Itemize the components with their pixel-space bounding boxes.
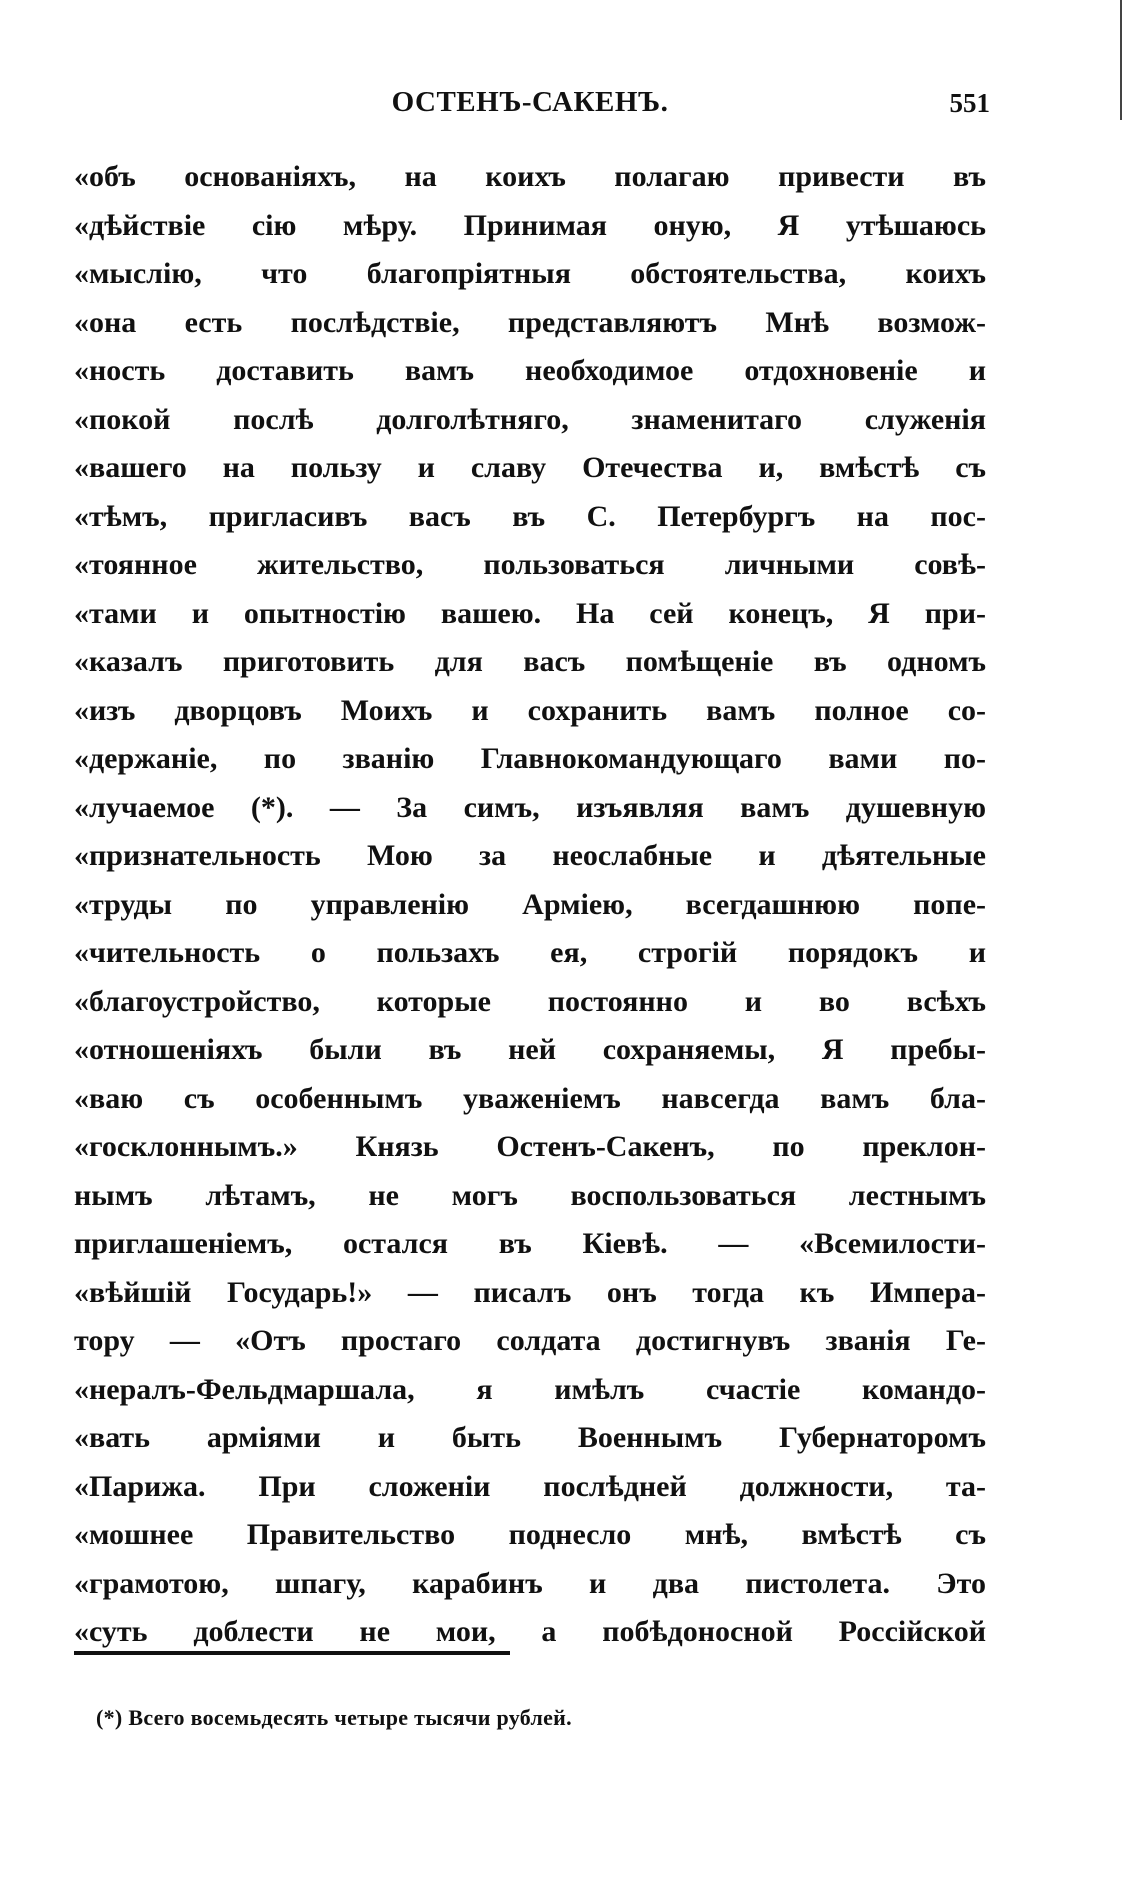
footnote-divider — [74, 1651, 510, 1655]
text-line: «грамотою, шпагу, карабинъ и два пистолета. Это — [74, 1566, 986, 1600]
text-line: «ваю съ особеннымъ уваженіемъ навсегда вамъ бла- — [74, 1081, 986, 1115]
text-line: «мыслію, что благопріятныя обстоятельства, коихъ — [74, 257, 986, 290]
text-line: «признательность Мою за неослабные и дѣятельные — [74, 839, 986, 872]
text-line: «казалъ приготовить для васъ помѣщеніе въ одномъ — [74, 645, 986, 678]
text-line: «держаніе, по званію Главнокомандующаго вами по- — [74, 742, 986, 775]
text-line: «труды по управленію Арміею, всегдашнюю попе- — [74, 887, 986, 921]
text-line: «дѣйствіе сію мѣру. Принимая оную, Я утѣшаюсь — [74, 208, 986, 242]
text-line: «Парижа. При сложеніи послѣдней должности, та- — [74, 1469, 986, 1503]
text-line: нымъ лѣтамъ, не могъ воспользоваться лестнымъ — [74, 1178, 986, 1212]
text-line: «вать арміями и быть Военнымъ Губернаторомъ — [74, 1421, 986, 1454]
text-line: «отношеніяхъ были въ ней сохраняемы, Я пребы- — [74, 1033, 986, 1066]
text-line: «мошнее Правительство поднесло мнѣ, вмѣстѣ съ — [74, 1518, 986, 1551]
text-line: «нералъ-Фельдмаршала, я имѣлъ счастіе командо- — [74, 1372, 986, 1406]
text-line: «тами и опытностію вашею. На сей конецъ, Я при- — [74, 596, 986, 630]
text-line: «суть доблести не мои, а побѣдоносной Россійской — [74, 1615, 986, 1648]
text-line: приглашеніемъ, остался въ Кіевѣ. — «Всемилости- — [74, 1227, 986, 1260]
text-line: «госклоннымъ.» Князь Остенъ-Сакенъ, по преклон- — [74, 1130, 986, 1163]
footnote: (*) Всего восемьдесять четыре тысячи рублей. — [96, 1705, 572, 1730]
page-edge-rule — [1120, 0, 1122, 120]
text-line: «покой послѣ долголѣтняго, знаменитаго служенія — [74, 402, 986, 436]
text-line: «лучаемое (*). — За симъ, изъявляя вамъ душевную — [74, 790, 986, 824]
text-line: «она есть послѣдствіе, представляютъ Мнѣ возмож- — [74, 305, 986, 339]
text-line: «объ основаніяхъ, на коихъ полагаю привести въ — [74, 160, 986, 193]
text-line: «тѣмъ, пригласивъ васъ въ С. Петербургъ на пос- — [74, 499, 986, 533]
text-line: «ность доставить вамъ необходимое отдохновеніе и — [74, 354, 986, 387]
body-text — [74, 153, 986, 1657]
text-line: тору — «Отъ простаго солдата достигнувъ званія Ге- — [74, 1324, 986, 1357]
page-number: 551 — [949, 88, 990, 118]
text-line: «изъ дворцовъ Моихъ и сохранить вамъ полное со- — [74, 693, 986, 727]
text-line: «благоустройство, которые постоянно и во всѣхъ — [74, 984, 986, 1018]
text-line: «вашего на пользу и славу Отечества и, вмѣстѣ съ — [74, 451, 986, 484]
text-line: «вѣйшій Государь!» — писалъ онъ тогда къ Импера- — [74, 1275, 986, 1309]
text-line: «чительность о пользахъ ея, строгій порядокъ и — [74, 936, 986, 969]
page-header — [70, 86, 990, 132]
running-head: ОСТЕНЪ-САКЕНЪ. — [391, 86, 669, 118]
text-line: «тоянное жительство, пользоваться личными совѣ- — [74, 548, 986, 581]
